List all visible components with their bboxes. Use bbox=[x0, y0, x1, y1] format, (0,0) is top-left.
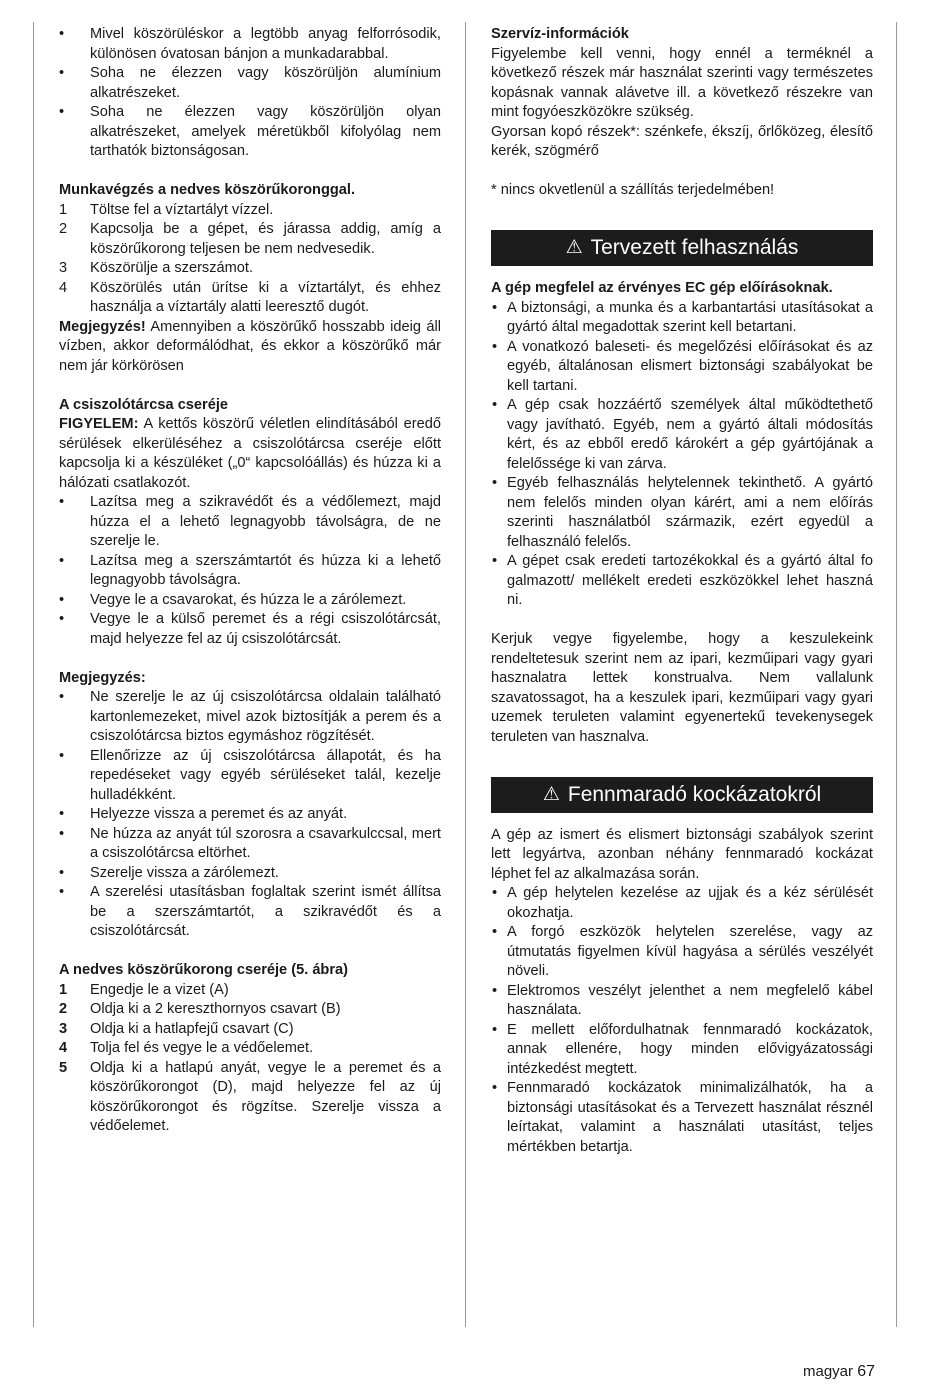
list-item: • Ne szerelje le az új csiszolótárcsa oldalain található kartonlemezeket, mivel azok biztosítják a perem és a csiszolótárcsa biztos egymáshoz rögzítését. bbox=[59, 689, 441, 744]
right-column bbox=[491, 25, 873, 1157]
left-column bbox=[59, 25, 441, 1137]
list-item: • Lazítsa meg a szerszámtartót és húzza ki a lehető legnagyobb távolságra. bbox=[59, 552, 441, 588]
list-item: • Lazítsa meg a szikravédőt és a védőlemezt, majd húzza el a lehető legnagyobb távolságra, de ne szerelje le. bbox=[59, 494, 441, 549]
wear-parts-text: Gyorsan kopó részek*: szénkefe, ékszíj, őrlőközeg, élesítő kerék, szögmérő bbox=[491, 123, 873, 159]
list-item: • Soha ne élezzen vagy köszörüljön olyan alkatrészeket, amelyek méretükből kifolyólag nem tarthatók biztonságosan. bbox=[59, 104, 441, 159]
section-title-wet-work: Munkavégzés a nedves köszörűkoronggal. bbox=[59, 182, 356, 198]
heading-residual-risks: ⚠ Fennmaradó kockázatokról bbox=[491, 777, 873, 813]
list-item: • A vonatkozó baleseti- és megelőzési előírásokat és az egyéb, általánosan elismert biztonsági szabályokat be kell tartani. bbox=[492, 338, 873, 394]
numbered-step: 5 Oldja ki a hatlapú anyát, vegye le a peremet és a köszörűkorongot (D), majd helyezze fel az új köszörűkorongot és rögzítse. Szerelje vissza a védőelemet. bbox=[59, 1059, 441, 1134]
list-item: • Vegye le a külső peremet és a régi csiszolótárcsát, majd helyezze fel az új csiszolótárcsát. bbox=[59, 611, 441, 647]
list-item: • Egyéb felhasználás helytelennek tekinthető. A gyártó nem felelős minden olyan kárért, ami a nem előírás szerinti használatból származik, ezért egyedül a felhasználó felelős. bbox=[492, 475, 873, 550]
left-margin-rule bbox=[33, 22, 34, 1327]
right-margin-rule bbox=[896, 22, 897, 1327]
list-item: • Elektromos veszélyt jelenthet a nem megfelelő kábel használata. bbox=[492, 982, 873, 1018]
numbered-step: 3 Köszörülje a szerszámot. bbox=[59, 260, 254, 276]
numbered-step: 2 Kapcsolja be a gépet, és járassa addig, amíg a köszörűkorong teljesen be nem nedvesedik. bbox=[59, 221, 441, 257]
list-item: • A gép helytelen kezelése az ujjak és a kéz sérülését okozhatja. bbox=[492, 885, 873, 921]
list-item: • A forgó eszközök helytelen szerelése, vagy az útmutatás figyelmen kívül hagyása a sérülés veszélyét növeli. bbox=[492, 924, 873, 979]
footer-language: magyar bbox=[803, 1363, 854, 1380]
list-item: • A gép csak hozzáértő személyek által működtethető vagy javítható. Egyéb, nem a gyártó általi módosítás kért, és az ebből eredő károkért a gép gyártójának a felelőssége ki van zárva. bbox=[492, 397, 873, 472]
section-title-disc-change: A csiszolótárcsa cseréje bbox=[59, 396, 229, 413]
list-item: • Szerelje vissza a zárólemezt. bbox=[59, 864, 279, 881]
list-item: • Ne húzza az anyát túl szorosra a csavarkulccsal, mert a csiszolótárcsa eltörhet. bbox=[59, 825, 441, 861]
numbered-step: 3 Oldja ki a hatlapfejű csavart (C) bbox=[59, 1020, 294, 1037]
list-item: • Vegye le a csavarokat, és húzza le a zárólemezt. bbox=[59, 591, 407, 608]
list-item: • Helyezze vissza a peremet és az anyát. bbox=[59, 806, 348, 822]
numbered-step: 1 Engedje le a vizet (A) bbox=[59, 981, 229, 998]
list-item: • A gépet csak eredeti tartozékokkal és a gyártó által fo galmazott/ mellékelt eredeti eszközökkel lehet haszná ni. bbox=[492, 553, 873, 608]
page-number: 67 bbox=[857, 1363, 875, 1380]
section-title-service: Szervíz-információk bbox=[491, 26, 629, 42]
list-item: • Mivel köszörüléskor a legtöbb anyag felforrósodik, különösen óvatosan bánjon a munkadarabbal. bbox=[59, 26, 441, 62]
footnote: * nincs okvetlenül a szállítás terjedelmében! bbox=[491, 182, 775, 198]
list-item: • E mellett előfordulhatnak fennmaradó kockázatok, annak ellenére, hogy minden elővigyázatossági intézkedést megtett. bbox=[492, 1021, 873, 1077]
numbered-step: 1 Töltse fel a víztartályt vízzel. bbox=[59, 201, 274, 218]
section-title-notes: Megjegyzés: bbox=[59, 669, 146, 686]
page-footer bbox=[790, 1363, 875, 1381]
warning-triangle-icon: ⚠ bbox=[542, 783, 560, 805]
warning-triangle-icon: ⚠ bbox=[565, 237, 583, 258]
list-item: • A szerelési utasításban foglaltak szerint ismét állítsa be a szerszámtartót, a szikravédőt és a csiszolótárcsát. bbox=[59, 884, 441, 939]
column-divider bbox=[465, 22, 466, 1327]
numbered-step: 4 Köszörülés után ürítse ki a víztartályt, és ehhez használja a víztartály alatti leeresztő dugót. bbox=[59, 279, 441, 315]
list-item: • Ellenőrizze az új csiszolótárcsa állapotát, és ha repedéseket vagy egyéb sérüléseket talál, kezelje hulladékként. bbox=[59, 747, 441, 803]
list-item: • A biztonsági, a munka és a karbantartási utasításokat a gyártó által megadottak szerint kell betartani. bbox=[492, 299, 873, 335]
list-item: • Soha ne élezzen vagy köszörüljön alumínium alkatrészeket. bbox=[59, 65, 441, 101]
numbered-step: 4 Tolja fel és vegye le a védőelemet. bbox=[59, 1040, 314, 1056]
list-item: • Fennmaradó kockázatok minimalizálhatók, ha a biztonsági utasításokat és a Tervezett használat résznél leírtakat, valamint a használati utasítást, teljes mértékben betartja. bbox=[492, 1080, 873, 1155]
heading-intended-use: ⚠ Tervezett felhasználás bbox=[491, 230, 873, 266]
numbered-step: 2 Oldja ki a 2 kereszthornyos csavart (B) bbox=[59, 1001, 341, 1017]
residual-lead: A gép az ismert és elismert biztonsági szabályok szerint lett legyártva, azonban néhány fennmaradó kockázat léphet fel az alkalmazása során. bbox=[491, 826, 873, 882]
service-text: Figyelembe kell venni, hogy ennél a terméknél a következő részek már használat szerinti vagy természetes kopásnak vannak alávetve ill. a következő részekre van mint fogyóeszközökre szükség. bbox=[491, 45, 873, 120]
intended-note: Kerjuk vegye figyelembe, hogy a keszulekeink rendeltetesuk szerint nem az ipari, kezműipari vagy gyari hasznalatra lettek konstrualva. Nem vallalunk szavatossagot, ha a keszulek ipari, kezműipari vagy gyari uzemek teruleten valamint egyenertekű tevekenysegek teruleten van hasznalva. bbox=[491, 631, 873, 745]
note-paragraph: Megjegyzés! Amennyiben a köszörűkő hosszabb ideig áll vízben, akkor deformálódhat, és ekkor a köszörűkő már nem jár körkörösen bbox=[59, 318, 441, 374]
warning-paragraph: FIGYELEM: A kettős köszörű véletlen elindításából eredő sérülések elkerüléséhez a csiszolótárcsa cseréje előtt kapcsolja ki a készüléket („0“ kapcsolóállás) és húzza ki a hálózati csatlakozót. bbox=[59, 416, 441, 491]
section-title-wet-change: A nedves köszörűkorong cseréje (5. ábra) bbox=[59, 962, 349, 978]
intended-lead: A gép megfelel az érvényes EC gép előírásoknak. bbox=[491, 280, 833, 296]
